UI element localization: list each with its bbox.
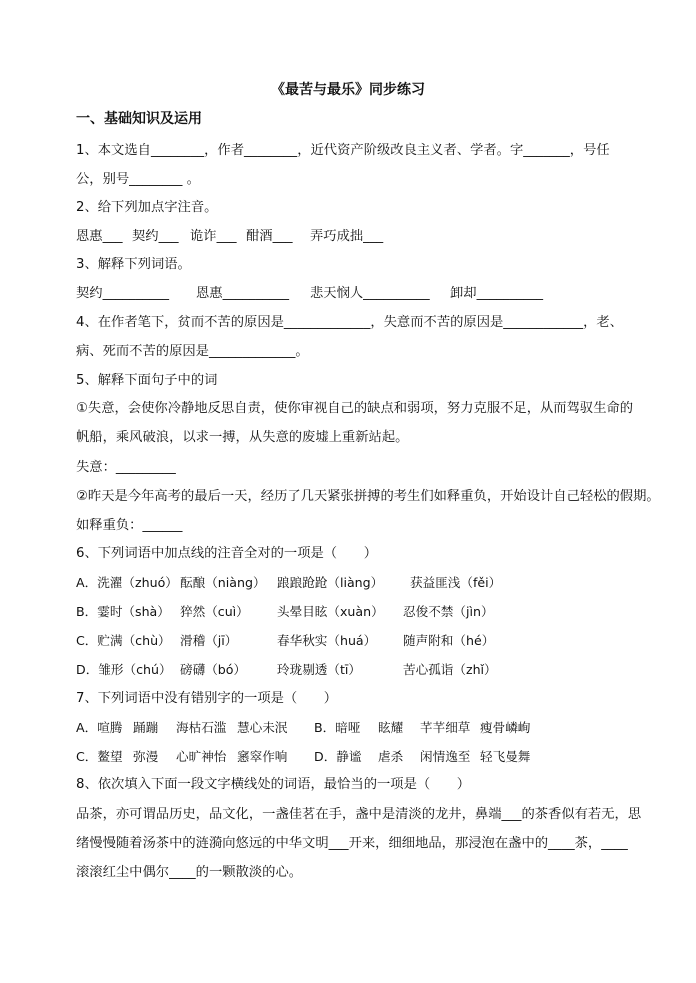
question-1-line-2: 公，别号________ 。 xyxy=(76,172,200,187)
q2-item: 恩惠___ xyxy=(76,229,123,244)
question-8-passage-line-3: 滚滚红尘中偶尔____的一颗散淡的心。 xyxy=(76,865,303,880)
q6-option-b-word: 头晕目眩（xuàn） xyxy=(277,604,384,619)
q6-option-d-word: 磅礴（bó） xyxy=(180,662,247,677)
question-5-answer-1: 失意：_________ xyxy=(76,460,176,475)
q6-option-b-word: B．霎时（shà） xyxy=(76,604,170,619)
q7-option-word: A．喧腾 xyxy=(76,720,123,735)
q7-option-word: 窸窣作响 xyxy=(237,749,288,764)
section-heading: 一、基础知识及运用 xyxy=(76,111,202,127)
question-1-line-1: 1、本文选自________，作者________，近代资产阶级改良主义者、学者。字_______，号任 xyxy=(76,143,610,158)
page-title: 《最苦与最乐》同步练习 xyxy=(271,82,425,98)
q7-option-word: B．暗哑 xyxy=(314,720,361,735)
question-5-prompt: 5、解释下面句子中的词 xyxy=(76,373,218,388)
question-5-answer-2: 如释重负：______ xyxy=(76,518,183,533)
q7-option-word: 心旷神怡 xyxy=(176,749,227,764)
question-4-line-2: 病、死而不苦的原因是_____________。 xyxy=(76,344,309,359)
q7-option-word: 海枯石滥 xyxy=(176,720,227,735)
q6-option-a-word: 获益匪浅（fěi） xyxy=(410,575,502,590)
q6-option-d-word: D．雏形（chú） xyxy=(76,662,172,677)
q7-option-word: 芊芊细草 xyxy=(420,720,471,735)
q3-item: 悲天悯人__________ xyxy=(310,286,430,301)
q7-option-word: 闲情逸至 xyxy=(420,749,471,764)
question-5-sentence-1-line-2: 帆船，乘风破浪，以求一搏，从失意的废墟上重新站起。 xyxy=(76,430,409,445)
question-6-prompt: 6、下列词语中加点线的注音全对的一项是（ ） xyxy=(76,546,377,561)
q6-option-c-word: 滑稽（jī） xyxy=(180,633,238,648)
q6-option-a-word: A．洗濯（zhuó） xyxy=(76,575,178,590)
question-8-passage-line-1: 品茶，亦可谓品历史，品文化，一盏佳茗在手，盏中是清淡的龙井，鼻端___的茶香似有若无，思 xyxy=(76,807,642,822)
q3-item: 契约__________ xyxy=(76,286,170,301)
question-2-prompt: 2、给下列加点字注音。 xyxy=(76,200,218,215)
q2-item: 酣酒___ xyxy=(246,229,293,244)
q7-option-word: 踊蹦 xyxy=(133,720,159,735)
q7-option-word: 虐杀 xyxy=(378,749,404,764)
q7-option-word: C．鳌望 xyxy=(76,749,123,764)
question-3-prompt: 3、解释下列词语。 xyxy=(76,257,191,272)
q6-option-a-word: 酝酿（niàng） xyxy=(180,575,266,590)
q6-option-d-word: 苦心孤诣（zhǐ） xyxy=(403,662,497,677)
q2-item: 弄巧成拙___ xyxy=(310,229,384,244)
q6-option-c-word: 随声附和（hé） xyxy=(403,633,495,648)
q2-item: 契约___ xyxy=(132,229,179,244)
q3-item: 恩惠__________ xyxy=(196,286,290,301)
q7-option-word: 轻飞曼舞 xyxy=(480,749,531,764)
q6-option-c-word: C．贮满（chù） xyxy=(76,633,171,648)
question-4-line-1: 4、在作者笔下，贫而不苦的原因是_____________，失意而不苦的原因是____________，老、 xyxy=(76,315,623,330)
question-8-passage-line-2: 绪慢慢随着汤茶中的涟漪向悠远的中华文明___开来，细细地品，那浸泡在盏中的____茶，____ xyxy=(76,836,628,851)
q7-option-word: 弥漫 xyxy=(133,749,159,764)
q7-option-word: D．静谧 xyxy=(314,749,362,764)
question-8-prompt: 8、依次填入下面一段文字横线处的词语，最恰当的一项是（ ） xyxy=(76,777,471,792)
q6-option-b-word: 猝然（cuì） xyxy=(180,604,249,619)
q6-option-b-word: 忍俊不禁（jìn） xyxy=(403,604,494,619)
q6-option-c-word: 春华秋实（huá） xyxy=(277,633,377,648)
q7-option-word: 眩耀 xyxy=(378,720,404,735)
question-7-prompt: 7、下列词语中没有错别字的一项是（ ） xyxy=(76,691,338,706)
q7-option-word: 慧心未泯 xyxy=(237,720,288,735)
q6-option-a-word: 踉踉跄跄（liàng） xyxy=(277,575,384,590)
question-5-sentence-1-line-1: ①失意，会使你冷静地反思自责，使你审视自己的缺点和弱项，努力克服不足，从而驾驭生命的 xyxy=(76,401,634,416)
q7-option-word: 瘦骨嶙峋 xyxy=(480,720,531,735)
q6-option-d-word: 玲珑剔透（tī） xyxy=(277,662,361,677)
q2-item: 诡诈___ xyxy=(190,229,237,244)
question-5-sentence-2: ②昨天是今年高考的最后一天，经历了几天紧张拼搏的考生们如释重负，开始设计自己轻松的假期。 xyxy=(76,489,660,504)
q3-item: 卸却__________ xyxy=(450,286,544,301)
